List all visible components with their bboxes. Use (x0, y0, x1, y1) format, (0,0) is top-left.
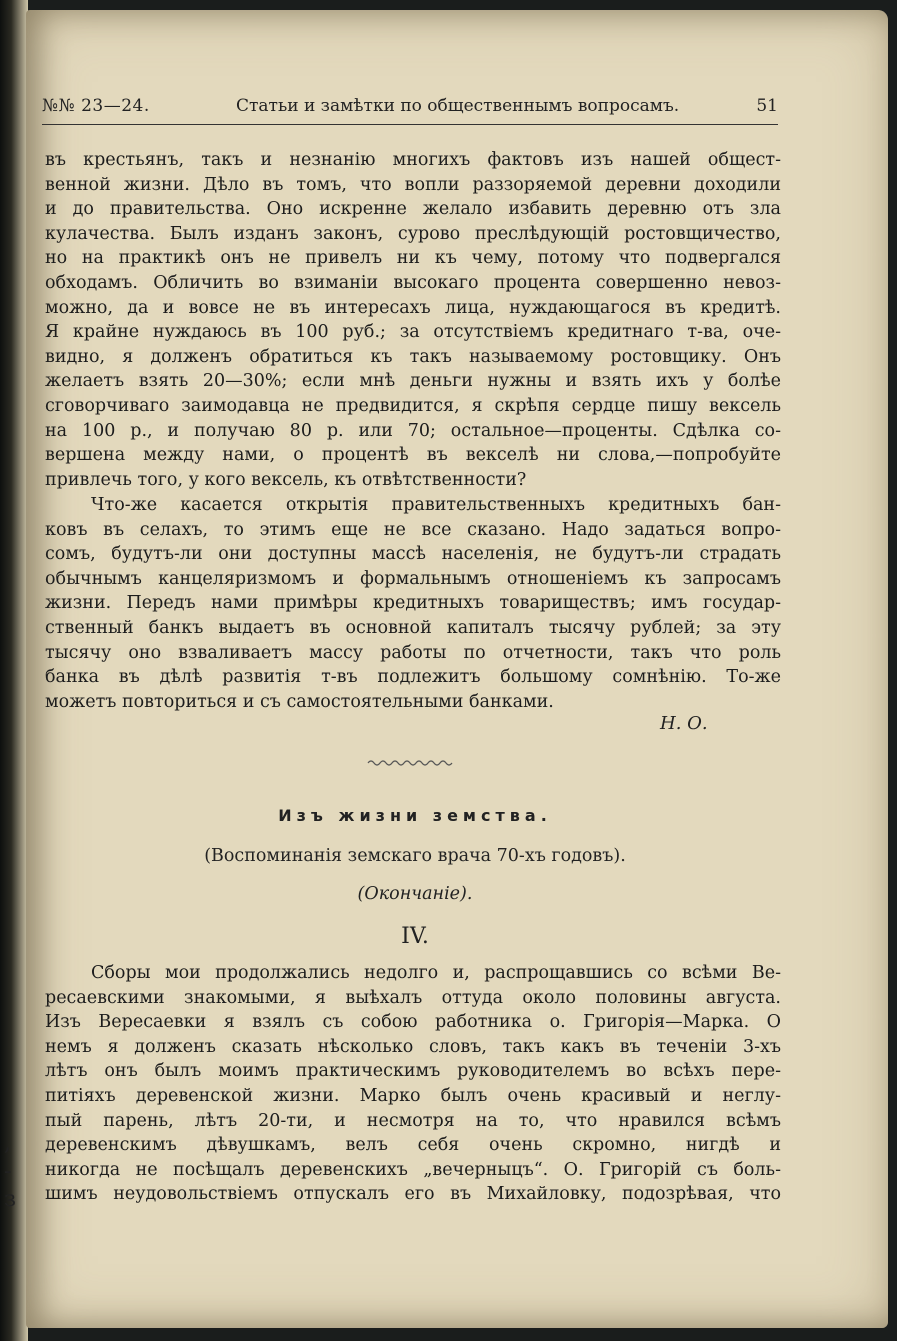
section-continuation: (Окончаніе). (357, 884, 473, 904)
text-line: привлечь того, у кого вексель, къ отвѣтственности? (45, 469, 527, 490)
header-title: Статьи и замѣтки по общественнымъ вопросамъ. (236, 96, 680, 116)
text-line: лѣтъ онъ былъ моимъ практическимъ руководителемъ во всѣхъ пере- (45, 1061, 781, 1082)
running-header (42, 96, 778, 126)
text-line: никогда не посѣщалъ деревенскихъ „вечерныцъ“. О. Григорій съ боль- (45, 1159, 781, 1180)
paragraph-2 (45, 493, 781, 714)
text-line: ресаевскими знакомыми, я выѣхалъ оттуда около половины августа. (45, 987, 781, 1008)
section-subtitle: (Воспоминанія земскаго врача 70-хъ годовъ). (204, 846, 626, 866)
adjacent-page-marks (4, 1130, 22, 1214)
text-line: ковъ въ селахъ, то этимъ еще не все сказано. Надо задаться вопро- (45, 519, 781, 540)
text-line: Сборы мои продолжались недолго и, распрощавшись со всѣми Ве- (91, 963, 781, 983)
text-line: ственный банкъ выдаетъ въ основной капиталъ тысячу рублей; за эту (45, 617, 781, 638)
text-line: немъ я долженъ сказать нѣсколько словъ, такъ какъ въ теченіи 3-хъ (45, 1036, 781, 1057)
text-line: пый парень, лѣтъ 20-ти, и несмотря на то, что нравился всѣмъ (45, 1110, 781, 1131)
text-line: Изъ Вересаевки я взялъ съ собою работника о. Григорія—Марка. О (45, 1012, 781, 1033)
text-line: на 100 р., и получаю 80 р. или 70; остальное—проценты. Сдѣлка со- (45, 420, 781, 441)
section-title: Изъ жизни земства. (278, 806, 552, 825)
text-line: обычнымъ канцеляризмомъ и формальнымъ отношеніемъ къ запросамъ (45, 568, 781, 589)
text-line: обходамъ. Обличить во взиманіи высокаго процента совершенно невоз- (45, 272, 781, 293)
text-line: видно, я долженъ обратиться къ такъ называемому ростовщику. Онъ (45, 346, 781, 367)
text-line: шимъ неудовольствіемъ отпускалъ его въ Михайловку, подозрѣвая, что (45, 1184, 781, 1205)
text-line: можетъ повториться и съ самостоятельными банками. (45, 691, 554, 712)
paragraph-1 (45, 148, 781, 492)
adjacent-mark: з (4, 1187, 16, 1212)
header-rule (42, 124, 778, 125)
text-line: можно, да и вовсе не въ интересахъ лица, нуждающагося въ кредитѣ. (45, 297, 781, 318)
text-line: кулачества. Былъ изданъ законъ, сурово преслѣдующій ростовщичество, (45, 223, 781, 244)
text-line: жизни. Передъ нами примѣры кредитныхъ товариществъ; имъ государ- (45, 593, 781, 614)
text-line: деревенскимъ дѣвушкамъ, велъ себя очень скромно, нигдѣ и (45, 1135, 781, 1156)
text-line: желаетъ взять 20—30%; если мнѣ деньги нужны и взять ихъ у болѣе (45, 371, 781, 392)
signature: Н. О. (660, 713, 708, 734)
page-number: 51 (756, 96, 778, 116)
paragraph-3 (45, 961, 781, 1207)
text-line: вершена между нами, о процентѣ въ векселѣ ни слова,—попробуйте (45, 445, 781, 466)
section-divider (366, 758, 456, 768)
text-line: но на практикѣ онъ не привелъ ни къ чему, потому что подвергался (45, 248, 781, 269)
adjacent-mark: , (4, 1131, 11, 1156)
text-line: тысячу оно взваливаетъ массу работы по отчетности, такъ что роль (45, 642, 781, 663)
text-line: банка въ дѣлѣ развитія т-въ подлежитъ большому сомнѣнію. То-же (45, 667, 781, 688)
text-line: и до правительства. Оно искренне желало избавить деревню отъ зла (45, 199, 781, 220)
text-line: Я крайне нуждаюсь въ 100 руб.; за отсутствіемъ кредитнаго т-ва, оче- (45, 322, 781, 343)
text-line: сомъ, будутъ-ли они доступны массѣ населенія, не будутъ-ли страдать (45, 544, 781, 565)
text-line: венной жизни. Дѣло въ томъ, что вопли раззоряемой деревни доходили (45, 174, 781, 195)
issue-number: №№ 23—24. (42, 96, 150, 116)
chapter-number: IV. (401, 924, 429, 949)
text-line: сговорчиваго заимодавца не предвидится, я скрѣпя сердце пишу вексель (45, 395, 781, 416)
text-line: Что-же касается открытія правительственныхъ кредитныхъ бан- (91, 495, 781, 515)
text-line: въ крестьянъ, такъ и незнанію многихъ фактовъ изъ нашей общест- (45, 150, 781, 170)
adjacent-mark: - (4, 1159, 12, 1184)
text-line: питіяхъ деревенской жизни. Марко былъ очень красивый и неглу- (45, 1085, 781, 1106)
